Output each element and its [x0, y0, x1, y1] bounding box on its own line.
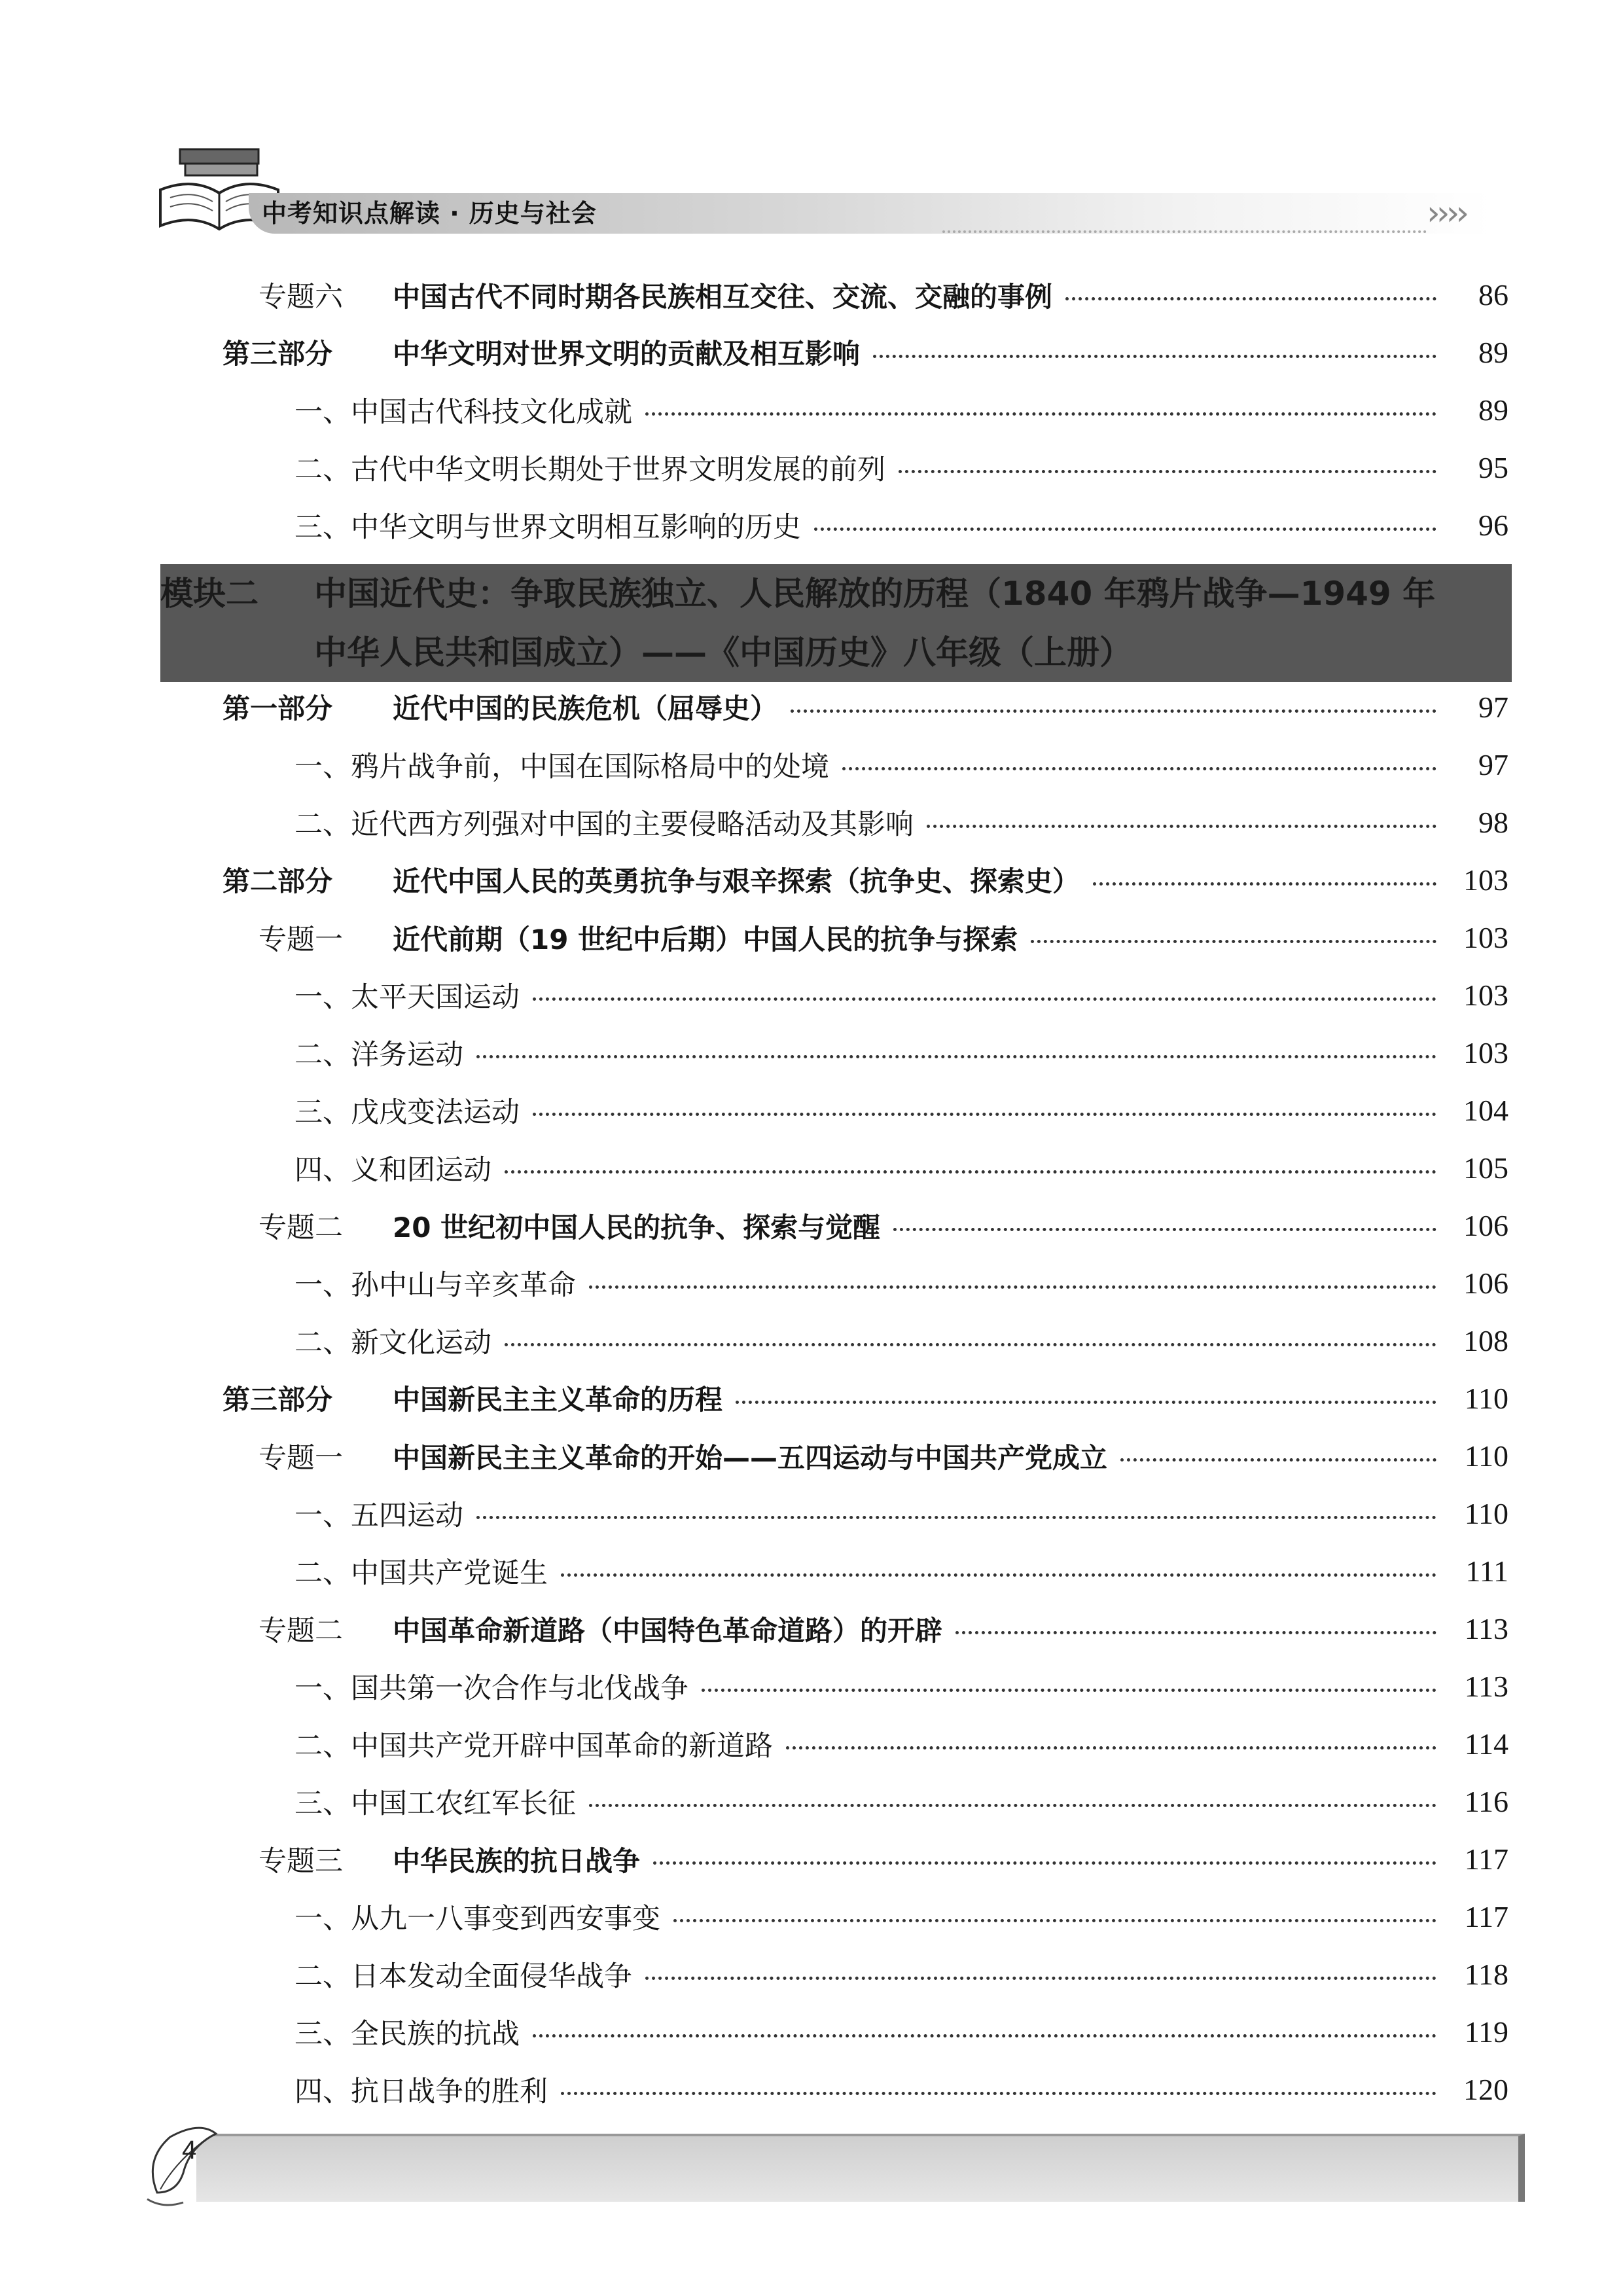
toc-entry-page: 104 — [1463, 1093, 1508, 1127]
toc-entry-topic — [259, 1605, 1508, 1651]
toc-entry-item — [294, 972, 1508, 1018]
toc-entry-item — [294, 502, 1508, 548]
toc-entry-page: 114 — [1464, 1727, 1508, 1761]
toc-entry-label — [259, 918, 1018, 958]
dot-leader — [873, 355, 1436, 358]
dot-leader — [645, 1977, 1436, 1980]
toc-entry-text: 四、抗日战争的胜利 — [294, 2075, 548, 2108]
dot-leader — [645, 412, 1436, 416]
toc-entry-item — [294, 1030, 1508, 1075]
dot-leader — [955, 1631, 1436, 1634]
toc-entry-item — [294, 1318, 1508, 1363]
module-title-line1 — [160, 564, 1435, 623]
dot-leader — [786, 1746, 1436, 1749]
toc-entry-tag: 第三部分 — [223, 338, 333, 370]
toc-entry-tag: 第三部分 — [223, 1384, 333, 1416]
toc-entry-label — [294, 1494, 463, 1534]
toc-entry-text: 一、从九一八事变到西安事变 — [294, 1902, 660, 1935]
dot-leader — [533, 1113, 1436, 1116]
toc-entry-page: 110 — [1464, 1381, 1508, 1415]
footer-band — [196, 2134, 1525, 2202]
toc-entry-tag: 第二部分 — [223, 865, 333, 897]
toc-entry-page: 97 — [1478, 690, 1508, 724]
toc-entry-text: 二、洋务运动 — [294, 1038, 463, 1071]
toc-entry-label — [294, 1090, 520, 1130]
toc-entry-page: 108 — [1463, 1323, 1508, 1357]
toc-entry-label — [294, 745, 829, 785]
toc-entry-page: 96 — [1478, 508, 1508, 542]
dot-leader — [476, 1055, 1436, 1058]
toc-entry-text: 中国古代不同时期各民族相互交往、交流、交融的事例 — [393, 280, 1053, 313]
book-title: 中考知识点解读 · 历史与社会 — [262, 199, 597, 228]
dot-leader — [1093, 882, 1436, 886]
toc-entry-text: 中国新民主主义革命的开始——五四运动与中国共产党成立 — [393, 1441, 1108, 1474]
toc-entry-page: 106 — [1463, 1208, 1508, 1242]
dot-leader — [673, 1919, 1436, 1922]
toc-entry-text: 20 世纪初中国人民的抗争、探索与觉醒 — [393, 1211, 881, 1244]
dot-leader — [589, 1804, 1436, 1807]
toc-entry-page: 98 — [1478, 805, 1508, 839]
toc-entry-page: 110 — [1464, 1496, 1508, 1530]
toc-entry-page: 117 — [1464, 1842, 1508, 1876]
toc-entry-label — [259, 1206, 880, 1246]
dot-leader — [561, 1573, 1436, 1577]
toc-entry-text: 中国新民主主义革命的历程 — [393, 1384, 723, 1416]
toc-entry-part — [223, 857, 1508, 903]
toc-entry-item — [294, 1087, 1508, 1133]
toc-entry-text: 近代中国的民族危机（屈辱史） — [393, 692, 778, 725]
toc-entry-label — [294, 802, 914, 842]
dot-leader — [1031, 940, 1436, 943]
toc-entry-text: 二、中国共产党开辟中国革命的新道路 — [294, 1729, 773, 1763]
module-banner — [160, 564, 1512, 682]
toc-entry-text: 三、戊戌变法运动 — [294, 1096, 520, 1129]
toc-entry-text: 一、鸦片战争前，中国在国际格局中的处境 — [294, 750, 829, 783]
toc-entry-label — [223, 687, 777, 726]
toc-entry-item — [294, 1548, 1508, 1594]
dot-leader — [653, 1861, 1436, 1865]
toc-entry-label — [259, 275, 1052, 315]
toc-entry-text: 二、日本发动全面侵华战争 — [294, 1960, 632, 1993]
dot-leader — [505, 1343, 1436, 1346]
toc-entry-label — [294, 505, 801, 545]
toc-entry-part — [223, 1375, 1508, 1421]
dot-leader — [702, 1689, 1436, 1692]
toc-entry-label — [294, 1954, 632, 1994]
toc-entry-item — [294, 1951, 1508, 1997]
toc-entry-topic — [259, 1202, 1508, 1248]
toc-entry-item — [294, 1260, 1508, 1306]
toc-entry-label — [259, 1609, 942, 1649]
dot-leader — [791, 709, 1436, 713]
dot-leader — [476, 1516, 1436, 1519]
toc-entry-tag: 专题六 — [259, 280, 343, 314]
toc-entry-label — [259, 1839, 640, 1879]
toc-entry-page: 103 — [1463, 1035, 1508, 1069]
toc-entry-text: 三、中华文明与世界文明相互影响的历史 — [294, 511, 801, 544]
toc-entry-label — [294, 1724, 773, 1764]
toc-entry-page: 113 — [1464, 1611, 1508, 1645]
toc-entry-tag: 第一部分 — [223, 692, 333, 725]
toc-entry-item — [294, 742, 1508, 787]
dot-leader — [1120, 1458, 1436, 1462]
toc-entry-label — [294, 1148, 491, 1188]
toc-entry-text: 一、五四运动 — [294, 1499, 463, 1532]
dot-leader — [899, 470, 1436, 473]
toc-entry-topic — [259, 272, 1508, 317]
toc-entry-part — [223, 329, 1508, 375]
dot-leader — [589, 1285, 1436, 1289]
toc-entry-page: 103 — [1463, 863, 1508, 897]
toc-entry-label — [294, 1263, 576, 1303]
toc-entry-label — [294, 1897, 660, 1937]
toc-entry-tag: 专题一 — [259, 923, 343, 956]
toc-entry-item — [294, 2009, 1508, 2054]
toc-entry-text: 二、古代中华文明长期处于世界文明发展的前列 — [294, 453, 885, 486]
dot-leader — [533, 997, 1436, 1001]
toc-entry-item — [294, 444, 1508, 490]
toc-entry-label — [259, 1436, 1107, 1476]
toc-entry-page: 118 — [1464, 1957, 1508, 1991]
module-line1-text: 中国近代史：争取民族独立、人民解放的历程（1840 年鸦片战争—1949 年 — [314, 575, 1436, 613]
toc-entry-item — [294, 1778, 1508, 1824]
toc-entry-page: 120 — [1463, 2072, 1508, 2106]
toc-entry-page: 117 — [1464, 1899, 1508, 1933]
toc-entry-label — [294, 1321, 491, 1361]
toc-entry-text: 三、全民族的抗战 — [294, 2017, 520, 2051]
dot-leader — [505, 1170, 1436, 1174]
toc-entry-text: 中国革命新道路（中国特色革命道路）的开辟 — [393, 1614, 943, 1647]
module-tag: 模块二 — [160, 575, 259, 613]
toc-entry-item — [294, 1721, 1508, 1767]
toc-entry-text: 一、国共第一次合作与北伐战争 — [294, 1672, 688, 1705]
dot-leader — [814, 528, 1436, 531]
toc-entry-page: 111 — [1465, 1554, 1508, 1588]
toc-entry-text: 一、孙中山与辛亥革命 — [294, 1268, 576, 1302]
toc-entry-label — [223, 860, 1080, 899]
page-number: 4 — [182, 2136, 197, 2164]
toc-entry-label — [294, 1033, 463, 1073]
toc-entry-item — [294, 2066, 1508, 2112]
toc-entry-tag: 专题二 — [259, 1614, 343, 1647]
toc-entry-text: 二、新文化运动 — [294, 1326, 491, 1359]
dot-leader — [736, 1401, 1436, 1404]
toc-entry-label — [294, 1666, 688, 1706]
toc-entry-text: 一、太平天国运动 — [294, 980, 520, 1014]
dot-leader — [927, 825, 1436, 828]
dot-leader — [533, 2034, 1436, 2037]
chevron-arrows-icon: ›››› — [1427, 194, 1466, 233]
toc-entry-page: 89 — [1478, 335, 1508, 369]
toc-entry-page: 116 — [1464, 1784, 1508, 1818]
dot-leader — [893, 1228, 1436, 1231]
toc-entry-page: 103 — [1463, 978, 1508, 1012]
toc-entry-label — [294, 390, 632, 430]
toc-entry-item — [294, 1663, 1508, 1709]
toc-entry-text: 二、近代西方列强对中国的主要侵略活动及其影响 — [294, 808, 914, 841]
toc-entry-item — [294, 387, 1508, 433]
toc-entry-page: 119 — [1464, 2015, 1508, 2049]
toc-entry-topic — [259, 1433, 1508, 1479]
module-title-line2: 中华人民共和国成立）——《中国历史》八年级（上册） — [314, 634, 1132, 672]
toc-entry-text: 一、中国古代科技文化成就 — [294, 395, 632, 429]
toc-entry-label — [294, 2012, 520, 2052]
toc-entry-page: 97 — [1478, 747, 1508, 781]
dot-leader — [1065, 297, 1436, 300]
toc-entry-item — [294, 1145, 1508, 1191]
toc-entry-item — [294, 1893, 1508, 1939]
toc-entry-label — [223, 332, 860, 372]
toc-entry-page: 89 — [1478, 393, 1508, 427]
toc-entry-label — [294, 975, 520, 1015]
header-dotted-line — [942, 230, 1427, 233]
toc-entry-page: 103 — [1463, 920, 1508, 954]
toc-entry-tag: 专题二 — [259, 1211, 343, 1244]
toc-entry-page: 110 — [1464, 1439, 1508, 1473]
toc-entry-page: 106 — [1463, 1266, 1508, 1300]
toc-entry-label — [294, 1782, 576, 1821]
dot-leader — [842, 767, 1436, 770]
toc-entry-topic — [259, 914, 1508, 960]
toc-entry-item — [294, 799, 1508, 845]
toc-entry-text: 近代中国人民的英勇抗争与艰辛探索（抗争史、探索史） — [393, 865, 1080, 897]
page-header — [0, 0, 1623, 262]
toc-entry-topic — [259, 1836, 1508, 1882]
toc-entry-label — [223, 1378, 722, 1418]
toc-entry-tag: 专题一 — [259, 1441, 343, 1475]
toc-entry-page: 86 — [1478, 278, 1508, 312]
toc-entry-page: 95 — [1478, 450, 1508, 484]
toc-entry-text: 二、中国共产党诞生 — [294, 1556, 548, 1590]
toc-entry-page: 105 — [1463, 1151, 1508, 1185]
toc-entry-label — [294, 448, 885, 488]
toc-entry-text: 三、中国工农红军长征 — [294, 1787, 576, 1820]
toc-entry-text: 中华民族的抗日战争 — [393, 1844, 641, 1877]
toc-entry-item — [294, 1490, 1508, 1536]
toc-entry-label — [294, 1551, 548, 1591]
toc-entry-page: 113 — [1464, 1669, 1508, 1703]
toc-entry-part — [223, 684, 1508, 730]
toc-entry-tag: 专题三 — [259, 1844, 343, 1878]
dot-leader — [561, 2092, 1436, 2095]
page-footer — [0, 2108, 1623, 2238]
toc-entry-text: 近代前期（19 世纪中后期）中国人民的抗争与探索 — [393, 923, 1018, 956]
toc-entry-text: 中华文明对世界文明的贡献及相互影响 — [393, 338, 861, 370]
toc-entry-label — [294, 2070, 548, 2109]
toc-entry-text: 四、义和团运动 — [294, 1153, 491, 1187]
